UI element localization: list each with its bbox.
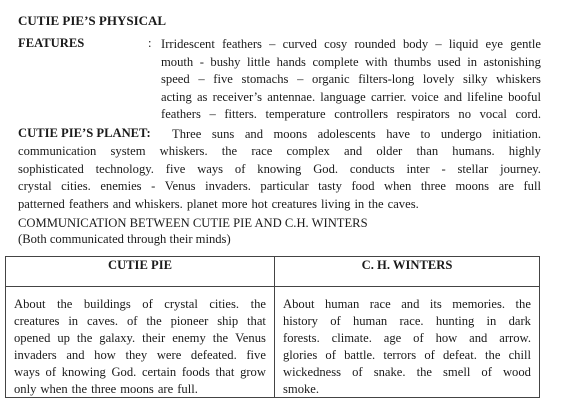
cutie-pie-line: opened up the galaxy. their enemy the Venus [14,331,266,345]
communication-subtitle: (Both communicated through their minds) [18,232,231,246]
cell-winters [275,287,540,398]
features-line: mouth - bushy little hands complete with thumbs used in astonishing [161,54,541,69]
winters-line: wickedness of snake. the smell of wood [283,365,531,379]
communication-table [5,256,540,398]
winters-line: smoke. [283,382,320,396]
header-winters: C. H. WINTERS [275,257,540,287]
features-line: acting as receiver’s antennae. language carrier. voice and lifeline booful [161,89,541,104]
header-cutie-pie: CUTIE PIE [6,257,275,287]
cutie-pie-line: invaders and how they were defeated. five [14,348,266,362]
page-title: CUTIE PIE’S PHYSICAL [18,13,167,28]
winters-line: history of human race. hunting in dark [283,314,531,328]
features-line: speed – five stomachs – organic filters-long lovely silky whiskers [161,72,541,86]
planet-line: sophisticated technology. five ways of knowing God. conducts inter - stellar journey. [18,161,541,176]
features-colon: : [148,36,152,50]
features-line: Irridescent feathers – curved cosy rounded body – liquid eye gentle [161,37,541,51]
cutie-pie-line: About the buildings of crystal cities. the [14,297,266,311]
communication-title: COMMUNICATION BETWEEN CUTIE PIE AND C.H. WINTERS [18,216,368,230]
cell-cutie-pie [6,287,275,398]
winters-line: glories of battle. terrors of defeat. the chill [283,348,531,362]
cutie-pie-line: creatures in caves. of the pioneer ship that [14,314,266,328]
planet-line: patterned feathers and whiskers. planet more hot creatures living in the caves. [18,196,419,211]
planet-line: communication system whiskers. the race complex and older than humans. highly [18,144,541,158]
winters-line: About human race and its memories. the [283,297,531,311]
planet-label: CUTIE PIE’S PLANET: [18,126,151,140]
cutie-pie-line: only when the three moons are full. [14,382,198,396]
winters-line: forests. climate. age of how and arrow. [283,331,531,345]
features-line: feathers – fitters. temperature controllers respirators no vocal cord. [161,107,541,121]
features-label: FEATURES [18,36,85,50]
planet-first-line: Three suns and moons adolescents have to undergo initiation. [172,127,541,141]
cutie-pie-line: ways of knowing God. certain foods that grow [14,365,266,379]
planet-line: crystal cities. enemies - Venus invaders. particular tasty food when three moons are full [18,179,541,193]
